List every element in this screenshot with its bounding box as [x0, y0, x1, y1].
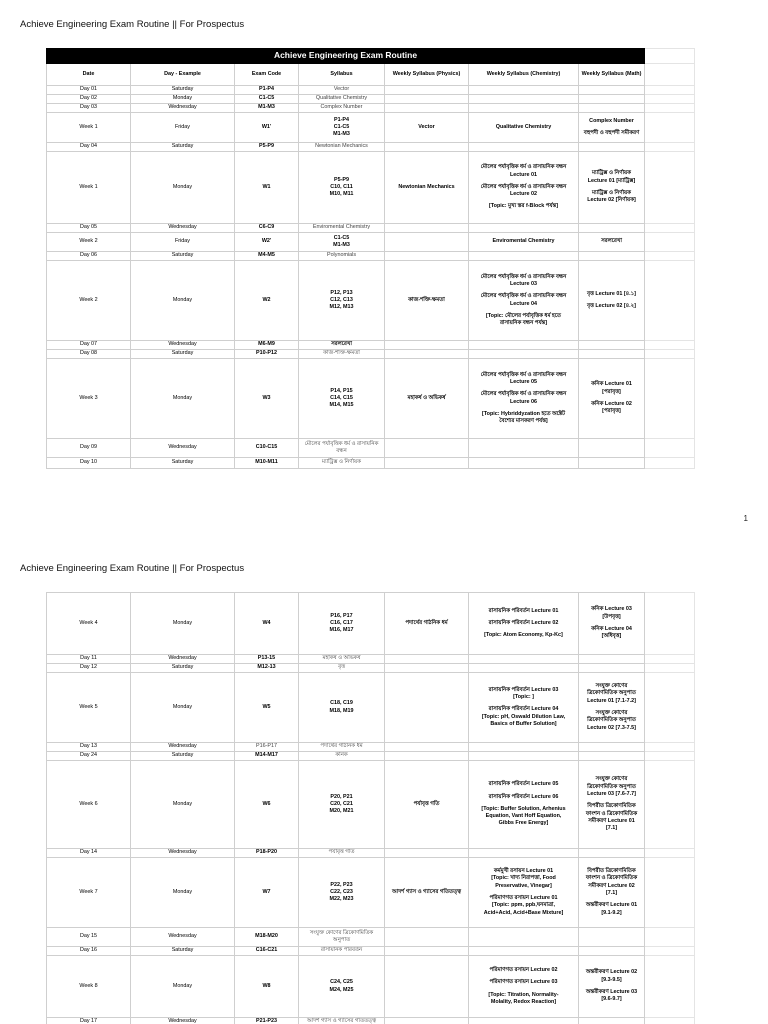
blank-cell	[645, 849, 695, 858]
math-cell	[579, 86, 645, 95]
day-cell: Friday	[131, 233, 235, 252]
physics-cell: Newtonian Mechanics	[385, 152, 469, 224]
syllabus-cell: C18, C19 M18, M19	[299, 673, 385, 743]
exam-code-cell: C16-C21	[235, 947, 299, 956]
date-cell: Day 03	[47, 104, 131, 113]
syllabus-cell: সংযুক্ত কোণের ত্রিকোণমিতিক অনুপাত	[299, 928, 385, 947]
chemistry-cell	[469, 104, 579, 113]
exam-code-cell: W5	[235, 673, 299, 743]
chemistry-cell: পরিমাণগত রসায়ন Lecture 02 পরিমাণগত রসায়ন Lecture 03 [Topic: Titration, Normality- Molality, Redox Reaction]	[469, 956, 579, 1018]
chemistry-cell: Enviromental Chemistry	[469, 233, 579, 252]
math-cell: Complex Number বহুপদী ও বহুপদী সমীকরণ	[579, 113, 645, 143]
day-cell: Wednesday	[131, 341, 235, 350]
col-day-header: Day - Example	[131, 64, 235, 86]
syllabus-cell: আদর্শ গ্যাস ও গ্যাসের গতিতত্ত্ব	[299, 1018, 385, 1024]
day-cell: Monday	[131, 593, 235, 655]
chemistry-cell	[469, 341, 579, 350]
syllabus-cell: মৌলের পর্যাবৃত্তিক ধর্ম ও রাসায়নিক বন্ধন	[299, 439, 385, 458]
blank-cell	[645, 458, 695, 469]
exam-code-cell: P16-P17	[235, 743, 299, 752]
date-cell: Week 1	[47, 113, 131, 143]
day-cell: Monday	[131, 261, 235, 341]
syllabus-cell: P20, P21 C20, C21 M20, M21	[299, 761, 385, 849]
blank-cell	[645, 86, 695, 95]
syllabus-cell: P5-P9 C10, C11 M10, M11	[299, 152, 385, 224]
syllabus-cell: বৃত্ত	[299, 664, 385, 673]
date-cell: Day 17	[47, 1018, 131, 1024]
document-title: Achieve Engineering Exam Routine || For Prospectus	[20, 19, 245, 30]
physics-cell	[385, 956, 469, 1018]
table-row	[47, 849, 695, 858]
physics-cell	[385, 1018, 469, 1024]
blank-cell	[645, 655, 695, 664]
math-cell	[579, 655, 645, 664]
exam-code-cell: M14-M17	[235, 752, 299, 761]
chemistry-cell	[469, 752, 579, 761]
page-number: 1	[743, 514, 748, 523]
table-row	[47, 252, 695, 261]
physics-cell	[385, 86, 469, 95]
table-row	[47, 655, 695, 664]
date-cell: Week 7	[47, 858, 131, 928]
chemistry-cell	[469, 849, 579, 858]
exam-code-cell: P13-15	[235, 655, 299, 664]
day-cell: Monday	[131, 359, 235, 439]
chemistry-cell	[469, 86, 579, 95]
table-row	[47, 359, 695, 439]
table-row	[47, 261, 695, 341]
math-cell: সংযুক্ত কোণের ত্রিকোণমিতিক অনুপাত Lecture 03 [7.6-7.7] বিপরীত ত্রিকোণমিতিক ফাংশন ও ত্রিকোণমিতিক সমীকরণ Lecture 01 [7.1]	[579, 761, 645, 849]
physics-cell	[385, 752, 469, 761]
syllabus-cell: P14, P15 C14, C15 M14, M15	[299, 359, 385, 439]
col-syllabus-header: Syllabus	[299, 64, 385, 86]
blank-cell	[645, 95, 695, 104]
exam-code-cell: P21-P23	[235, 1018, 299, 1024]
exam-code-cell: C1-C5	[235, 95, 299, 104]
exam-code-cell: W1'	[235, 113, 299, 143]
date-cell: Day 15	[47, 928, 131, 947]
day-cell: Saturday	[131, 752, 235, 761]
exam-code-cell: M12-13	[235, 664, 299, 673]
table-row	[47, 664, 695, 673]
chemistry-cell	[469, 143, 579, 152]
physics-cell: পর্যাবৃত্ত গতি	[385, 761, 469, 849]
blank-cell	[645, 593, 695, 655]
blank-cell	[645, 341, 695, 350]
col-chemistry-header: Weekly Syllabus (Chemistry)	[469, 64, 579, 86]
blank-cell	[645, 261, 695, 341]
exam-code-cell: M6-M9	[235, 341, 299, 350]
date-cell: Week 2	[47, 261, 131, 341]
table-row	[47, 743, 695, 752]
math-cell: ম্যাট্রিক্স ও নির্ণায়ক Lecture 01 [ম্যাট্রিক্স] ম্যাট্রিক্স ও নির্ণায়ক Lecture 02 [নির্ণায়ক]	[579, 152, 645, 224]
col-physics-header: Weekly Syllabus (Physics)	[385, 64, 469, 86]
chemistry-cell: রাসায়নিক পরিবর্তন Lecture 05 রাসায়নিক পরিবর্তন Lecture 06 [Topic: Buffer Solution, Arhenius Equation, Vant Hoff Equation, Gibbs Free Energy]	[469, 761, 579, 849]
exam-routine-table	[46, 48, 695, 469]
blank-cell	[645, 252, 695, 261]
physics-cell: Vector	[385, 113, 469, 143]
physics-cell	[385, 664, 469, 673]
physics-cell	[385, 104, 469, 113]
table-banner: Achieve Engineering Exam Routine	[47, 49, 645, 64]
table-row	[47, 752, 695, 761]
chemistry-cell	[469, 655, 579, 664]
date-cell: Week 1	[47, 152, 131, 224]
date-cell: Day 04	[47, 143, 131, 152]
physics-cell	[385, 350, 469, 359]
table-row	[47, 458, 695, 469]
exam-code-cell: C10-C15	[235, 439, 299, 458]
day-cell: Wednesday	[131, 928, 235, 947]
math-cell	[579, 341, 645, 350]
chemistry-cell: মৌলের পর্যাবৃত্তিক ধর্ম ও রাসায়নিক বন্ধন Lecture 01 মৌলের পর্যাবৃত্তিক ধর্ম ও রাসায়নিক বন্ধন Lecture 02 [Topic: মুখ্য স্তর f-Block পর্যন্ত]	[469, 152, 579, 224]
blank-cell	[645, 359, 695, 439]
chemistry-cell	[469, 947, 579, 956]
math-cell	[579, 849, 645, 858]
day-cell: Monday	[131, 956, 235, 1018]
date-cell: Day 05	[47, 224, 131, 233]
syllabus-cell: Qualitative Chemistry	[299, 95, 385, 104]
date-cell: Day 14	[47, 849, 131, 858]
date-cell: Day 09	[47, 439, 131, 458]
day-cell: Saturday	[131, 350, 235, 359]
table-row	[47, 673, 695, 743]
table-row	[47, 858, 695, 928]
blank-cell	[645, 956, 695, 1018]
day-cell: Monday	[131, 95, 235, 104]
date-cell: Day 12	[47, 664, 131, 673]
exam-code-cell: P1-P4	[235, 86, 299, 95]
chemistry-cell: কর্মমুখী রসায়ন Lecture 01 [Topic: খাদ্য নিরাপত্তা, Food Preservative, Vinegar] পরিমাণগত রসায়ন Lecture 01 [Topic: ppm, ppb,ঘনমাত্রা, Acid+Acid, Acid+Base Mixture]	[469, 858, 579, 928]
math-cell	[579, 350, 645, 359]
physics-cell: মহাকর্ষ ও অভিকর্ষ	[385, 359, 469, 439]
table-row	[47, 350, 695, 359]
exam-code-cell: P18-P20	[235, 849, 299, 858]
table-row	[47, 761, 695, 849]
math-cell	[579, 743, 645, 752]
syllabus-cell: কনিক	[299, 752, 385, 761]
day-cell: Monday	[131, 673, 235, 743]
blank-cell	[645, 752, 695, 761]
chemistry-cell: Qualitative Chemistry	[469, 113, 579, 143]
syllabus-cell: ম্যাট্রিক্স ও নির্ণায়ক	[299, 458, 385, 469]
physics-cell	[385, 341, 469, 350]
physics-cell	[385, 673, 469, 743]
exam-code-cell: W6	[235, 761, 299, 849]
chemistry-cell	[469, 743, 579, 752]
day-cell: Saturday	[131, 947, 235, 956]
day-cell: Wednesday	[131, 1018, 235, 1024]
math-cell	[579, 664, 645, 673]
math-cell	[579, 252, 645, 261]
blank-cell	[645, 113, 695, 143]
syllabus-cell: Enviromental Chemistry	[299, 224, 385, 233]
math-cell: বৃত্ত Lecture 01 [৪.১] বৃত্ত Lecture 02 [৪.২]	[579, 261, 645, 341]
date-cell: Week 5	[47, 673, 131, 743]
math-cell: সংযুক্ত কোণের ত্রিকোণমিতিক অনুপাত Lecture 01 [7.1-7.2] সংযুক্ত কোণের ত্রিকোণমিতিক অনুপাত Lecture 02 [7.3-7.5]	[579, 673, 645, 743]
math-cell	[579, 143, 645, 152]
col-date-header: Date	[47, 64, 131, 86]
physics-cell	[385, 439, 469, 458]
chemistry-cell: রাসায়নিক পরিবর্তন Lecture 01 রাসায়নিক পরিবর্তন Lecture 02 [Topic: Atom Economy, Kp-Kc]	[469, 593, 579, 655]
chemistry-cell	[469, 252, 579, 261]
col-exam-code-header: Exam Code	[235, 64, 299, 86]
chemistry-cell: মৌলের পর্যাবৃত্তিক ধর্ম ও রাসায়নিক বন্ধন Lecture 05 মৌলের পর্যাবৃত্তিক ধর্ম ও রাসায়নিক বন্ধন Lecture 06 [Topic: Hybriddyzation হতে অক্টেট বৈশ্যের মাসকরণ পর্যন্ত]	[469, 359, 579, 439]
chemistry-cell	[469, 458, 579, 469]
syllabus-cell: P22, P23 C22, C23 M22, M23	[299, 858, 385, 928]
syllabus-cell: রাসায়নিক পরিবর্তন	[299, 947, 385, 956]
day-cell: Monday	[131, 152, 235, 224]
blank-cell	[645, 673, 695, 743]
math-cell: বিপরীত ত্রিকোণমিতিক ফাংশন ও ত্রিকোণমিতিক সমীকরণ Lecture 02 [7.1] অন্তরীকরণ Lecture 01 [9.1-9.2]	[579, 858, 645, 928]
math-cell	[579, 458, 645, 469]
table-row	[47, 143, 695, 152]
day-cell: Wednesday	[131, 743, 235, 752]
day-cell: Saturday	[131, 458, 235, 469]
math-cell	[579, 1018, 645, 1024]
exam-code-cell: W8	[235, 956, 299, 1018]
syllabus-cell: সরলরেখা	[299, 341, 385, 350]
exam-code-cell: W4	[235, 593, 299, 655]
blank-cell	[645, 152, 695, 224]
exam-code-cell: M1-M3	[235, 104, 299, 113]
math-cell	[579, 752, 645, 761]
day-cell: Wednesday	[131, 104, 235, 113]
syllabus-cell: Polynomials	[299, 252, 385, 261]
blank-cell	[645, 1018, 695, 1024]
physics-cell	[385, 849, 469, 858]
exam-code-cell: C6-C9	[235, 224, 299, 233]
syllabus-cell: Complex Number	[299, 104, 385, 113]
physics-cell	[385, 947, 469, 956]
blank-cell	[645, 143, 695, 152]
day-cell: Saturday	[131, 664, 235, 673]
chemistry-cell	[469, 350, 579, 359]
date-cell: Week 8	[47, 956, 131, 1018]
day-cell: Wednesday	[131, 849, 235, 858]
exam-code-cell: W1	[235, 152, 299, 224]
chemistry-cell	[469, 95, 579, 104]
table-row	[47, 1018, 695, 1024]
exam-code-cell: W7	[235, 858, 299, 928]
day-cell: Wednesday	[131, 655, 235, 664]
physics-cell: পদার্থের গাঠনিক ধর্ম	[385, 593, 469, 655]
blank-cell	[645, 664, 695, 673]
day-cell: Monday	[131, 761, 235, 849]
syllabus-cell: কাজ-শক্তি-ক্ষমতা	[299, 350, 385, 359]
table-row	[47, 439, 695, 458]
blank-cell	[645, 947, 695, 956]
chemistry-cell: মৌলের পর্যাবৃত্তিক ধর্ম ও রাসায়নিক বন্ধন Lecture 03 মৌলের পর্যাবৃত্তিক ধর্ম ও রাসায়নিক বন্ধন Lecture 04 [Topic: মৌলের পর্যাবৃত্তিক ধর্ম হতে রাসায়নিক বন্ধন পর্যন্ত]	[469, 261, 579, 341]
date-cell: Day 16	[47, 947, 131, 956]
table-row	[47, 341, 695, 350]
physics-cell	[385, 252, 469, 261]
day-cell: Saturday	[131, 252, 235, 261]
day-cell: Friday	[131, 113, 235, 143]
math-cell	[579, 104, 645, 113]
date-cell: Day 06	[47, 252, 131, 261]
syllabus-cell: P16, P17 C16, C17 M16, M17	[299, 593, 385, 655]
table-body-page2	[47, 593, 695, 1024]
syllabus-cell: C1-C5 M1-M3	[299, 233, 385, 252]
exam-code-cell: W3	[235, 359, 299, 439]
table-row	[47, 956, 695, 1018]
blank-cell	[645, 224, 695, 233]
blank-cell	[645, 233, 695, 252]
date-cell: Day 07	[47, 341, 131, 350]
exam-code-cell: P5-P9	[235, 143, 299, 152]
syllabus-cell: P1-P4 C1-C5 M1-M3	[299, 113, 385, 143]
math-cell: অন্তরীকরণ Lecture 02 [9.3-9.5] অন্তরীকরণ Lecture 03 [9.6-9.7]	[579, 956, 645, 1018]
physics-cell	[385, 233, 469, 252]
col-math-header: Weekly Syllabus (Math)	[579, 64, 645, 86]
chemistry-cell	[469, 1018, 579, 1024]
syllabus-cell: পর্যাবৃত্ত গতি	[299, 849, 385, 858]
math-cell	[579, 439, 645, 458]
day-cell: Wednesday	[131, 439, 235, 458]
table-row	[47, 224, 695, 233]
chemistry-cell	[469, 928, 579, 947]
table-row	[47, 593, 695, 655]
date-cell: Week 6	[47, 761, 131, 849]
physics-cell: কাজ-শক্তি-ক্ষমতা	[385, 261, 469, 341]
math-cell: কনিক Lecture 01 [পরাবৃত্ত] কনিক Lecture 02 [পরাবৃত্ত]	[579, 359, 645, 439]
syllabus-cell: Newtonian Mechanics	[299, 143, 385, 152]
syllabus-cell: P12, P13 C12, C13 M12, M13	[299, 261, 385, 341]
blank-cell	[645, 350, 695, 359]
math-cell	[579, 95, 645, 104]
blank-cell	[645, 743, 695, 752]
syllabus-cell: C24, C25 M24, M25	[299, 956, 385, 1018]
day-cell: Saturday	[131, 86, 235, 95]
table-row	[47, 233, 695, 252]
date-cell: Day 24	[47, 752, 131, 761]
exam-code-cell: P10-P12	[235, 350, 299, 359]
table-body-page1	[47, 86, 695, 469]
physics-cell	[385, 143, 469, 152]
date-cell: Week 3	[47, 359, 131, 439]
chemistry-cell	[469, 439, 579, 458]
table-row	[47, 113, 695, 143]
math-cell: কনিক Lecture 03 [উপবৃত্ত] কনিক Lecture 04 [অধিবৃত্ত]	[579, 593, 645, 655]
syllabus-cell: মহাকর্ষ ও অভিকর্ষ	[299, 655, 385, 664]
exam-code-cell: W2'	[235, 233, 299, 252]
math-cell	[579, 224, 645, 233]
document-title-page2: Achieve Engineering Exam Routine || For Prospectus	[20, 563, 245, 574]
chemistry-cell: রাসায়নিক পরিবর্তন Lecture 03 [Topic: ] রাসায়নিক পরিবর্তন Lecture 04 [Topic: pH, Oswald Dilution Law, Basics of Buffer Solution]	[469, 673, 579, 743]
exam-code-cell: M4-M5	[235, 252, 299, 261]
date-cell: Week 2	[47, 233, 131, 252]
physics-cell	[385, 458, 469, 469]
date-cell: Day 11	[47, 655, 131, 664]
blank-cell	[645, 761, 695, 849]
blank-cell	[645, 104, 695, 113]
math-cell: সরলরেখা	[579, 233, 645, 252]
table-row	[47, 95, 695, 104]
physics-cell	[385, 928, 469, 947]
physics-cell	[385, 655, 469, 664]
physics-cell	[385, 743, 469, 752]
date-cell: Day 13	[47, 743, 131, 752]
table-header-row	[47, 64, 695, 86]
table-row	[47, 947, 695, 956]
table-row	[47, 104, 695, 113]
syllabus-cell: পদার্থের গাঠনিক ধর্ম	[299, 743, 385, 752]
physics-cell	[385, 95, 469, 104]
date-cell: Day 02	[47, 95, 131, 104]
math-cell	[579, 928, 645, 947]
date-cell: Day 08	[47, 350, 131, 359]
date-cell: Day 01	[47, 86, 131, 95]
exam-code-cell: W2	[235, 261, 299, 341]
physics-cell: আদর্শ গ্যাস ও গ্যাসের গতিতত্ত্ব	[385, 858, 469, 928]
blank-cell	[645, 928, 695, 947]
blank-cell	[645, 858, 695, 928]
table-row	[47, 152, 695, 224]
physics-cell	[385, 224, 469, 233]
date-cell: Day 10	[47, 458, 131, 469]
day-cell: Saturday	[131, 143, 235, 152]
table-row	[47, 86, 695, 95]
exam-routine-table-continued	[46, 592, 695, 1024]
chemistry-cell	[469, 224, 579, 233]
exam-code-cell: M10-M11	[235, 458, 299, 469]
day-cell: Wednesday	[131, 224, 235, 233]
math-cell	[579, 947, 645, 956]
syllabus-cell: Vector	[299, 86, 385, 95]
blank-cell	[645, 439, 695, 458]
date-cell: Week 4	[47, 593, 131, 655]
day-cell: Monday	[131, 858, 235, 928]
chemistry-cell	[469, 664, 579, 673]
exam-code-cell: M18-M20	[235, 928, 299, 947]
table-row	[47, 928, 695, 947]
